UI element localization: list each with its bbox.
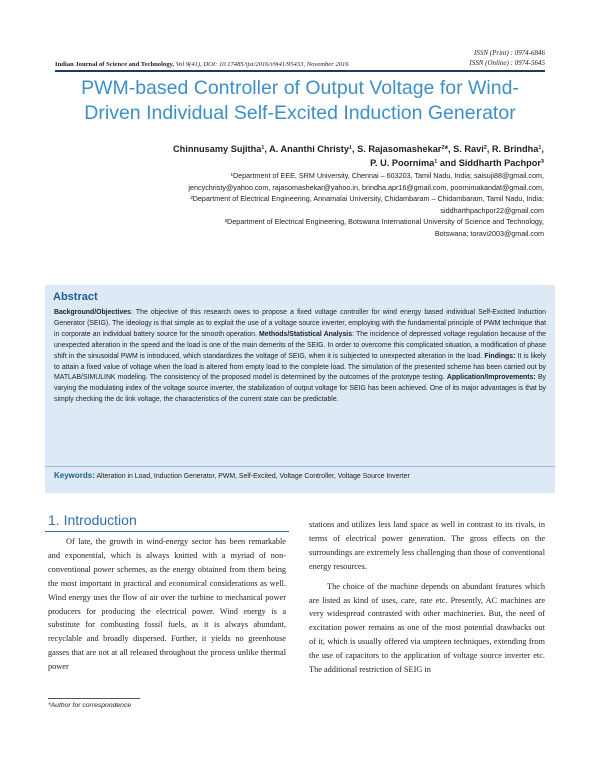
affiliation-line: ²Department of Electrical Engineering, Annamalai University, Chidambaram – Chidambaram, Tamil Nadu, India; [190, 194, 544, 203]
left-column [48, 535, 286, 674]
journal-citation [55, 61, 349, 68]
affiliation-line: ¹Department of EEE, SRM University, Chennai – 603203, Tamil Nadu, India; saisuji88@gmail.com, [230, 171, 544, 180]
keywords-divider [45, 466, 555, 467]
keywords-text: Alteration in Load, Induction Generator, PWM, Self-Excited, Voltage Controller, Voltage Source Inverter [94, 473, 410, 480]
title-line-1: PWM-based Controller of Output Voltage for Wind- [81, 77, 519, 99]
correspondence-footnote: *Author for correspondence [48, 702, 132, 709]
abstract-background-text: : The objective of this research owes to propose a fixed voltage controller for wind energy based individual Self-Excited Induction Generator (SEIG). The ideology is that simple as to exploit the use of a voltage source inverter, employing with the fundamental principle of PWM technique that in corporate an individual battery source for the smooth operation. [54, 309, 546, 338]
issn-print: ISSN (Print) : 0974-6846 [474, 49, 545, 57]
issn-block [469, 48, 545, 68]
abstract-methods-text: : The incidence of depressed voltage regulation because of the unexpected alteration in the speed and the load is one of the main demerits of the SEIG. In order to overcome this complicated situation, a modification of phase shift in the sinusoidal PWM is introduced, which standardizes the voltage of SEIG, when it is subjected to unexpected alteration in the load. [54, 330, 547, 360]
intro-paragraph: The choice of the machine depends on abundant features which are listed as kind of uses, care, rate etc. Presently, AC machines are very widespread contrasted with other machineries. But, the need of excitation power remains as one of the most potential drawbacks out of it, which is usually offered via umpteen techniques, extending from the use of capacitors to the application of voltage source inverter etc. The additional restriction of SEIG in [309, 581, 545, 675]
authors-line-1: Chinnusamy Sujitha¹, A. Ananthi Christy¹, S. Rajasomashekar²*, S. Ravi², R. Brindha¹, [173, 144, 544, 154]
authors-line-2: P. U. Poornima¹ and Siddharth Pachpor³ [370, 158, 544, 168]
introduction-heading: 1. Introduction [48, 512, 137, 528]
abstract-heading: Abstract [53, 291, 98, 303]
abstract-label-methods: Methods/Statistical Analysis [259, 330, 353, 338]
intro-paragraph: stations and utilizes less land space as well in contrast to its rivals, in terms of electrical power generation. The gross effects on the surroundings are extremely less challenging than those of conventional energy resources. [309, 520, 545, 571]
abstract-findings-text: It is likely to attain a fixed value of voltage when the load is altered from empty load to the complete load. The simulation of the presented scheme has been carried out by MATLAB/SIMULINK modeling. The consistency of the proposed model is determined by the outcomes of the prototype testing. [54, 352, 546, 382]
keywords-line [54, 471, 410, 480]
abstract-text [54, 308, 546, 406]
issn-online: ISSN (Online) : 0974-5645 [469, 59, 545, 67]
introduction-rule [45, 531, 289, 532]
affiliations [40, 170, 544, 239]
paper-title [40, 76, 560, 126]
journal-name: Indian Journal of Science and Technology, [55, 61, 175, 68]
abstract-label-application: Application/Improvements: [446, 374, 536, 382]
affiliation-line: siddharthpachpor22@gmail.com [440, 205, 544, 215]
abstract-box [45, 285, 555, 493]
intro-paragraph: Of late, the growth in wind-energy sector has been remarkable and exponential, which is always knitted with a myriad of non-conventional power schemes, as the energy obtained from them being the most important in practical and economical considerations as well. Wind energy uses the flow of air over the turbine to mechanical power producers for producing the electrical power. Wind energy is a substitute for combusting fossil fuels, as it is always abundant, recyclable and broadly dispersed. Further, it yields no greenhouse gasses that are not at all released throughout the process unlike thermal power [48, 537, 286, 672]
abstract-label-background: Background/Objectives [54, 309, 131, 316]
keywords-label: Keywords: [54, 471, 95, 480]
affiliation-line: jencychristy@yahoo.com, rajasomashekar@yahoo.in, brindha.apr16@gmail.com, poornimakandat@gmail.com, [188, 182, 544, 192]
affiliation-line: Botswana; toravi2003@gmail.com [434, 228, 544, 238]
header-rule [55, 70, 545, 72]
affiliation-line: ³Department of Electrical Engineering, Botswana International University of Science and Technology, [224, 217, 544, 226]
abstract-label-findings: Findings: [484, 352, 516, 360]
footnote-rule [48, 698, 140, 699]
author-list [60, 142, 544, 170]
abstract-application-text: By varying the modulating index of the voltage source inverter, the stabilization of output voltage for SEIG has been achieved. One of its major advantages is that by simply checking the dc link voltage, the characteristics of the current state can be predictable. [54, 374, 546, 404]
right-column [309, 518, 545, 677]
journal-info: Vol 9(41), DOI: 10.17485/ijst/2016/v9i41/95433, November 2016 [175, 61, 349, 68]
title-line-2: Driven Individual Self-Excited Induction Generator [84, 102, 516, 124]
